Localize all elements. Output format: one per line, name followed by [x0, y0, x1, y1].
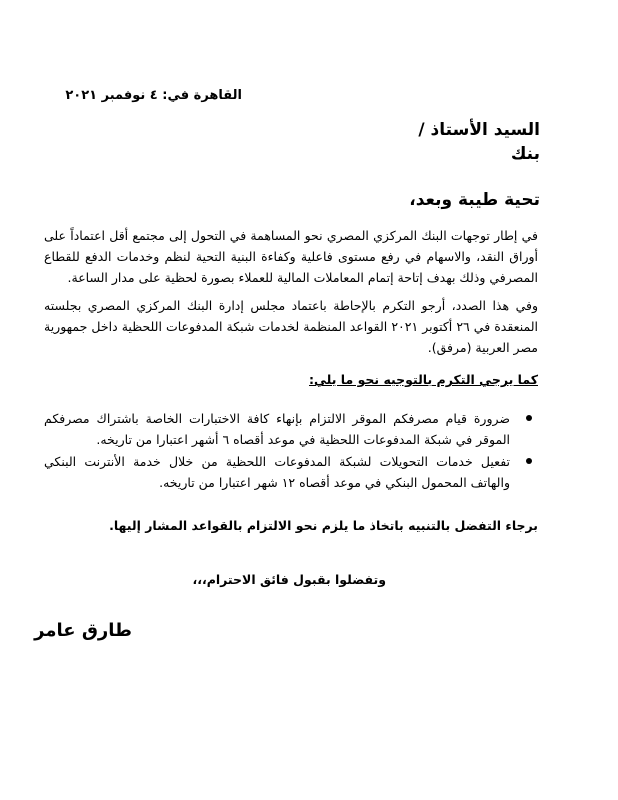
addressee-block: [418, 118, 540, 166]
list-item: [44, 408, 538, 450]
date-line: القاهرة في: ٤ نوفمبر ٢٠٢١: [65, 88, 242, 103]
addressee-title: السيد الأستاذ /: [418, 120, 540, 140]
paragraph-approval: وفي هذا الصدد، أرجو التكرم بالإحاطة باعتماد مجلس إدارة البنك المركزي المصري بجلسته المنعقدة في ٢٦ أكتوبر ٢٠٢١ القواعد المنظمة لخدمات شبكة المدفوعات اللحظية داخل جمهورية مصر العربية (مرفق).: [44, 298, 538, 355]
action-header: كما يرجي التكرم بالتوجيه نحو ما يلي:: [309, 372, 538, 387]
regards-line: وتفضلوا بقبول فائق الاحترام،،،: [192, 572, 386, 587]
bullet-icon: [526, 458, 532, 464]
greeting: تحية طيبة وبعد،: [409, 190, 540, 210]
addressee-org: بنك: [510, 144, 540, 164]
bullet-icon: [526, 415, 532, 421]
list-item-text: تفعيل خدمات التحويلات لشبكة المدفوعات اللحظية من خلال خدمة الأنترنت البنكي والهاتف المحمول البنكي في موعد أقصاه ١٢ شهر اعتبارا من تاريخه.: [44, 454, 510, 490]
paragraph-intro: في إطار توجهات البنك المركزي المصري نحو المساهمة في التحول إلى مجتمع أقل اعتماداً على أوراق النقد، والاسهام في رفع مستوى فاعلية وكفاءة البنية التحية لنظم وخدمات الدفع للقطاع المصرفي وذلك بهدف إتاحة إتمام المعاملات المالية للعملاء بصورة لحظية على مدار الساعة.: [44, 228, 538, 285]
list-item-text: ضرورة قيام مصرفكم الموقر الالتزام بإنهاء كافة الاختبارات الخاصة باشتراك مصرفكم الموقر في شبكة المدفوعات اللحظية في موعد أقصاه ٦ أشهر اعتبارا من تاريخه.: [44, 411, 510, 447]
action-list: [44, 408, 538, 494]
list-item: [44, 451, 538, 493]
signature-name: طارق عامر: [34, 620, 132, 641]
closing-request: برجاء التفضل بالتنبيه باتخاذ ما يلزم نحو الالتزام بالقواعد المشار إليها.: [109, 518, 538, 533]
